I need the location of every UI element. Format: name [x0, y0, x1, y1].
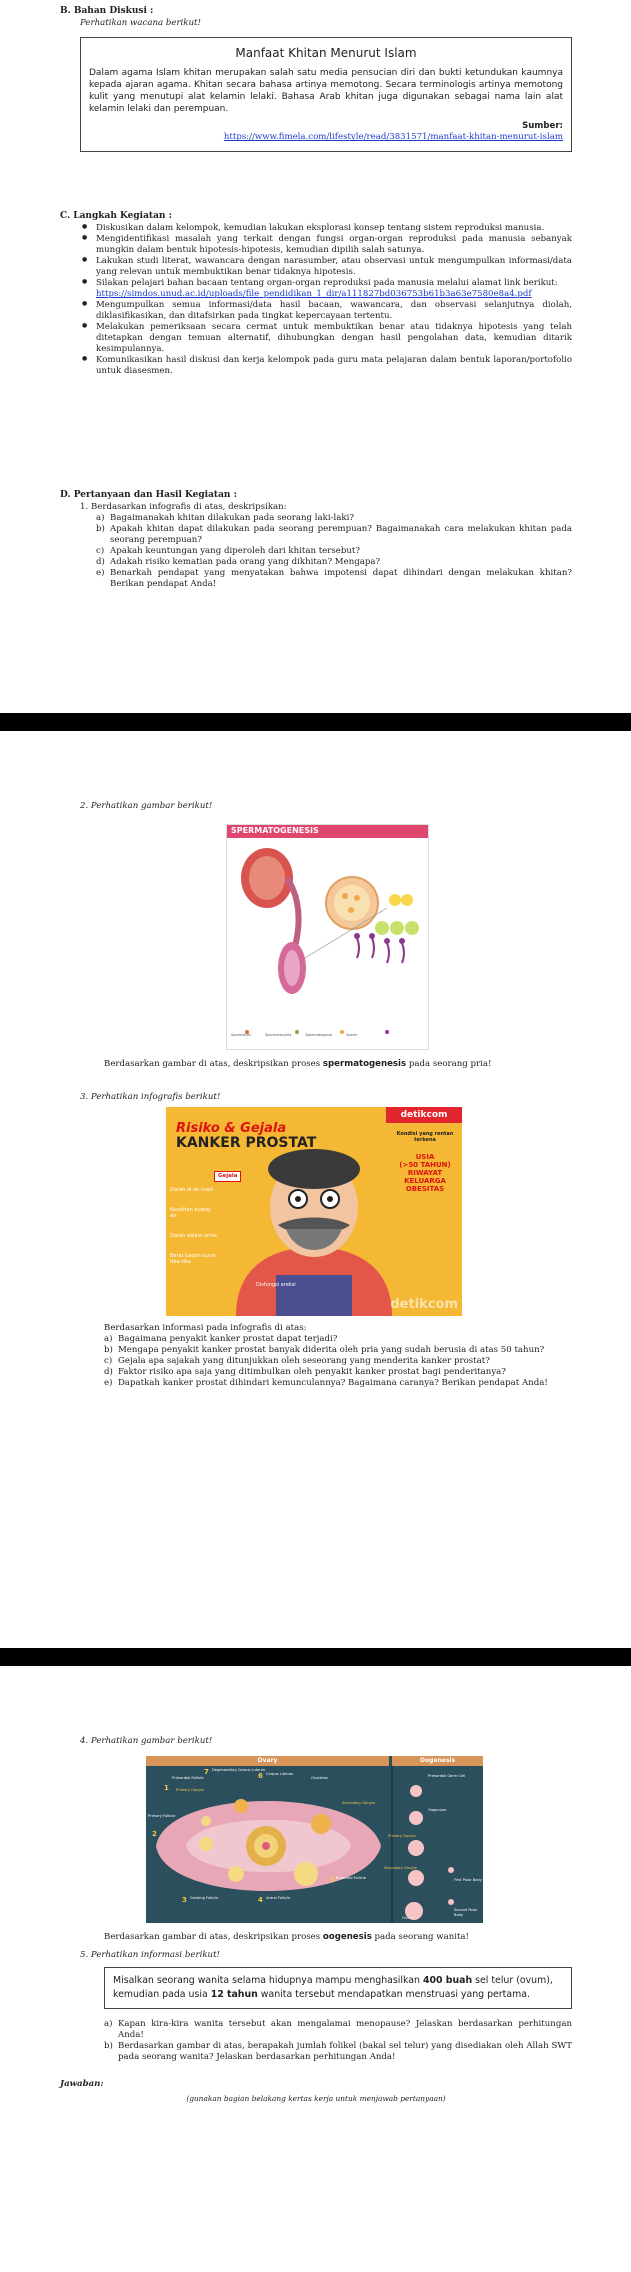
question-1-subs [80, 513, 572, 590]
section-b-title: B. Bahan Diskusi : [60, 6, 154, 16]
sub-question: a) Bagaimana penyakit kanker prostat dapat terjadi? [104, 1334, 338, 1344]
step-item: ● Komunikasikan hasil diskusi dan kerja kelompok pada guru mata pelajaran dalam bentuk laporan/portofolio untuk diasesmen. [80, 355, 572, 377]
info-title-2: KANKER PROSTAT [176, 1135, 317, 1151]
article-body: Dalam agama Islam khitan merupakan salah satu media pensucian diri dan bukti ketundukan kaumnya kepada ajaran agama. Khitan secara bahasa artinya memotong. Secara terminologis artinya memotong kulit yang menutupi alat kelamin lelaki. Bahasa Arab khitan juga digunakan sebagai nama lain alat kelamin lelaki dan perempuan. [89, 67, 563, 115]
ovary-parts: Primordial Follicle Primary Follicle Growing Follicle Antral Follicle Ruptured Follicle Corpus Luteum Degenerating Corpus Luteum Ovulation Secondary Oocyte Primary Oocyte [148, 1768, 375, 1900]
page-separator [0, 1648, 631, 1666]
question-1-text: Berdasarkan infografis di atas, deskripsikan: [90, 501, 287, 512]
symptom-5: Disfungsi ereksi [256, 1282, 296, 1288]
question-2-text: 2. Perhatikan gambar berikut! [80, 801, 213, 811]
sub-question: a) Kapan kira-kira wanita tersebut akan mengalamai menopause? Jelaskan berdasarkan perhitungan Anda! [104, 2019, 572, 2041]
answer-note: (gunakan bagian belakang kertas kerja untuk menjawab pertanyaan) [186, 2094, 446, 2104]
risk-header: Kondisi yang rentan terkena [396, 1131, 454, 1144]
section-d [60, 490, 572, 590]
answer-label: Jawaban: [60, 2079, 104, 2090]
sub-question: c) Apakah keuntungan yang diperoleh dari khitan tersebut? [96, 545, 360, 556]
section-c-title: C. Langkah Kegiatan : [60, 211, 172, 221]
question-3-text: 3. Perhatikan infografis berikut! [80, 1092, 221, 1102]
sub-question: c) Gejala apa sajakah yang ditunjukkan oleh seseorang yang menderita kanker prostat? [104, 1356, 490, 1366]
question-1: 1. Berdasarkan infografis di atas, deskripsikan: a) Bagaimanakah khitan dilakukan pada seorang laki-laki? b) Apakah khitan dapat dilakukan pada seorang perempuan? Bagaimanakah cara melakukan khitan pada seorang perempuan? c) Apakah keuntungan yang diperoleh dari khitan tersebut? d) Adakah risiko kematian pada orang yang dikhitan? Mengapa? e) Benarkah pendapat yang menyatakan bahwa impotensi dapat dihindari dengan melakukan khitan? Berikan pendapat Anda! [80, 501, 572, 589]
section-c [60, 211, 572, 377]
step-item: ● Mengumpulkan semua informasi/data hasil bacaan, wawancara, dan observasi selanjutnya diolah, diklasifikasikan, dan ditafsirkan pada tingkat kepercayaan tertentu. [80, 300, 572, 322]
spermatogenesis-illustration [227, 838, 429, 1050]
info-box: Misalkan seorang wanita selama hidupnya mampu menghasilkan 400 buah sel telur (ovum), kemudian pada usia 12 tahun wanita tersebut mendapatkan menstruasi yang pertama. [104, 1967, 572, 2009]
page-3 [0, 1666, 631, 2272]
sub-question: a) Bagaimanakah khitan dilakukan pada seorang laki-laki? [96, 512, 354, 523]
ovary-numbers: 1 2 3 4 5 6 7 [152, 1768, 335, 1904]
sub-question: b) Mengapa penyakit kanker prostat banyak diderita oleh pria yang sudah berusia di atas 50 tahun? [104, 1345, 545, 1355]
sub-question: b) Apakah khitan dapat dilakukan pada seorang perempuan? Bagaimanakah cara melakukan khitan pada seorang perempuan? [96, 523, 572, 545]
step-item: ● Mengidentifikasi masalah yang terkait dengan fungsi organ-organ reproduksi pada manusia sebanyak mungkin dalam bentuk hipotesis-hipotesis, kemudian dipilih salah satunya. [80, 234, 572, 256]
step-item: ● Melakukan pemeriksaan secara cermat untuk membuktikan benar atau tidaknya hipotesis yang telah ditetapkan dengan temuan alternatif, dihubungkan dengan hasil pengolahan data, kemudian ditarik kesimpulannya. [80, 322, 572, 355]
question-4-text: 4. Perhatikan gambar berikut! [80, 1736, 213, 1746]
page-1 [0, 0, 631, 713]
question-4-prompt: Berdasarkan gambar di atas, deskripsikan proses oogenesis pada seorang wanita! [104, 1932, 470, 1942]
sub-question: e) Benarkah pendapat yang menyatakan bahwa impotensi dapat dihindari dengan melakukan khitan? Berikan pendapat Anda! [96, 567, 572, 589]
ovary-label: Ovary [146, 1756, 389, 1766]
article-title: Manfaat Khitan Menurut Islam [235, 45, 417, 60]
sub-question: d) Faktor risiko apa saja yang ditimbulkan oleh penyakit kanker prostat bagi penderitanya? [104, 1367, 506, 1377]
symptom-header: Gejala [214, 1171, 241, 1182]
question-5-text: 5. Perhatikan informasi berikut! [80, 1950, 220, 1960]
step-item: ● Silakan pelajari bahan bacaan tentang organ-organ reproduksi pada manusia melalui alamat link berikut: https://simdos.unud.ac.id/uploads/file_pendidikan_1_dir/a111827bd036753b61b3a63e7580e8a4.pdf [80, 278, 572, 300]
page-2 [0, 731, 631, 1648]
question-5 [60, 1950, 572, 2104]
reading-link[interactable]: https://simdos.unud.ac.id/uploads/file_pendidikan_1_dir/a111827bd036753b61b3a63e7580e8a4.pdf [96, 288, 532, 299]
step-item: ● Diskusikan dalam kelompok, kemudian lakukan eksplorasi konsep tentang sistem reproduksi manusia. [80, 223, 572, 234]
step-item: ● Lakukan studi literat, wawancara dengan narasumber, atau observasi untuk mengumpulkan informasi/data yang relevan untuk membuktikan benar tidaknya hipotesis. [80, 256, 572, 278]
source-link[interactable]: https://www.fimela.com/lifestyle/read/3831571/manfaat-khitan-menurut-islam [223, 132, 563, 143]
figure-title: SPERMATOGENESIS [227, 825, 428, 838]
sub-question: b) Berdasarkan gambar di atas, berapakah jumlah folikel (bakal sel telur) yang disediakan oleh Allah SWT pada seorang wanita? Jelaskan berdasarkan perhitungan Anda! [104, 2041, 572, 2063]
figure-legend: Spermatids Spermatocytes Spermatogonia Sperm [231, 1033, 358, 1037]
info-title-1: Risiko & Gejala [176, 1121, 287, 1136]
oogenesis-figure: Ovary Oogenesis Primordial Follicle Primary Follicle Growing Follicle Antral Follicle Ruptured Follicle Corpus Luteum Degenerating Corpus Luteum Ovulation Secondary Oocyte Primary Oocyte 1 2 3 4 5 6 7 Primordial Germ Cell Oogonium Primary Oocyte First Polar Body Secondary Oocyte Second Polar Body Ovum [146, 1756, 483, 1923]
question-2 [60, 801, 572, 812]
question-4 [60, 1736, 572, 1747]
symptoms-list: Darah di air mani Kesulitan buang air Darah dalam urine Berat badan turun tiba-tiba [170, 1187, 217, 1265]
question-3-intro: Berdasarkan informasi pada infografis di atas: [104, 1323, 307, 1333]
sub-question: d) Adakah risiko kematian pada orang yang dikhitan? Mengapa? [96, 556, 381, 567]
question-5-subs [60, 2019, 572, 2063]
watermark: detikcom [390, 1297, 458, 1313]
oogenesis-label: Oogenesis [392, 1756, 483, 1766]
prostate-infographic [166, 1107, 462, 1316]
spermatogenesis-figure [226, 824, 429, 1050]
source-label: Sumber: [522, 121, 563, 132]
question-3 [60, 1092, 572, 1103]
question-2-prompt: Berdasarkan gambar di atas, deskripsikan proses spermatogenesis pada seorang pria! [104, 1059, 492, 1069]
article-box [80, 37, 572, 153]
steps-list [60, 223, 572, 377]
section-d-title: D. Pertanyaan dan Hasil Kegiatan : [60, 490, 237, 500]
brand-logo: detikcom [386, 1107, 462, 1123]
section-b [60, 6, 572, 152]
section-b-instruction: Perhatikan wacana berikut! [80, 17, 201, 28]
sub-question: e) Dapatkah kanker prostat dihindari kemunculannya? Bagaimana caranya? Berikan pendapat Anda! [104, 1378, 548, 1388]
page-separator [0, 713, 631, 731]
question-3-prompt [60, 1323, 572, 1389]
question-3-subs [60, 1334, 572, 1389]
risks-list: USIA (>50 TAHUN) RIWAYAT KELUARGA OBESITAS [399, 1153, 451, 1194]
